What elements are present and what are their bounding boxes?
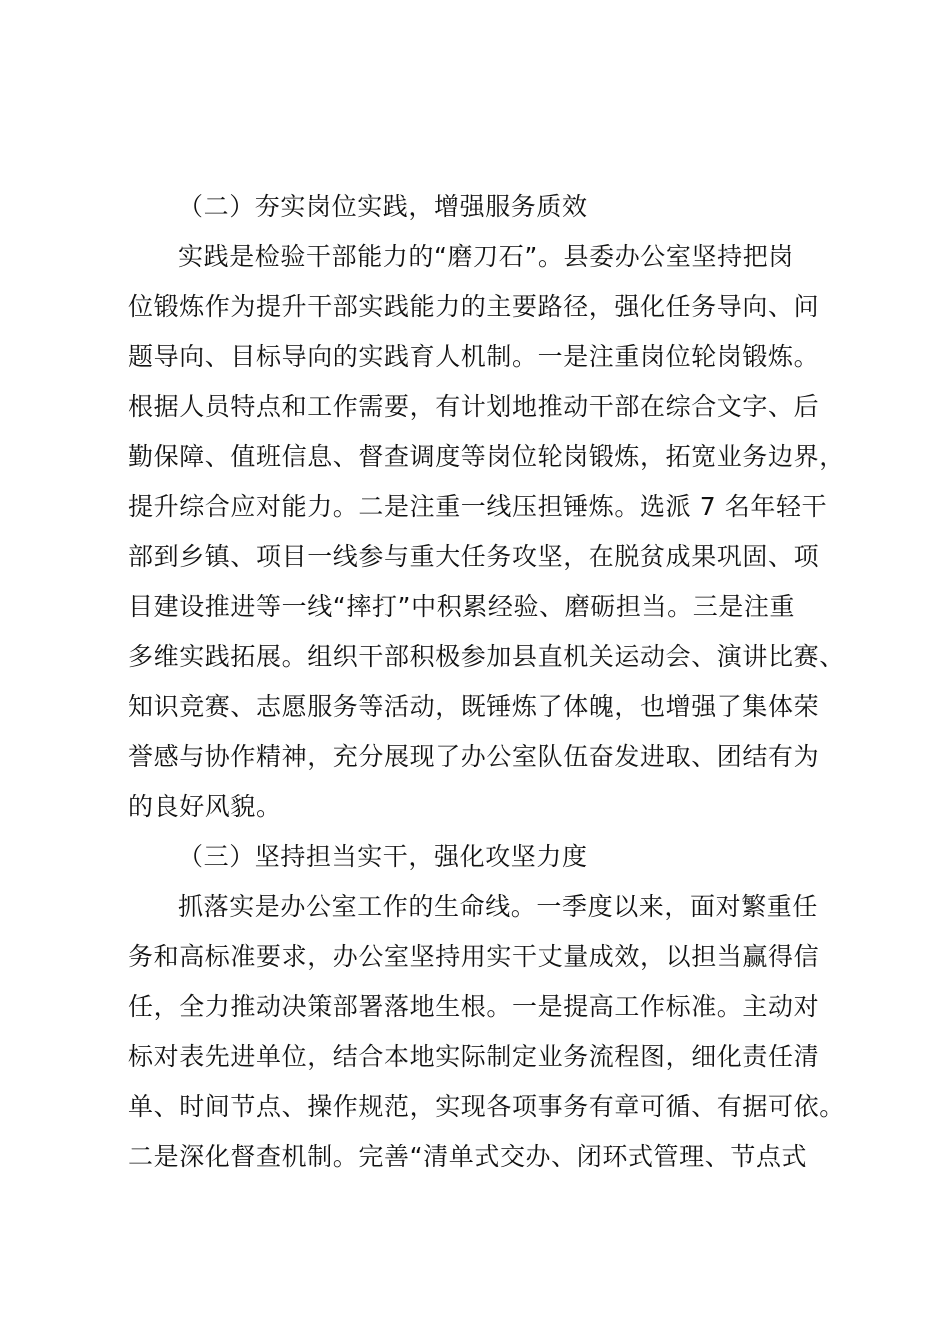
paragraph-line: 勤保障、值班信息、督查调度等岗位轮岗锻炼，拓宽业务边界， [128,442,845,471]
paragraph-line: 的良好风貌。 [128,792,282,821]
paragraph-line: 部到乡镇、项目一线参与重大任务攻坚，在脱贫成果巩固、项 [128,542,820,571]
paragraph-line: 标对表先进单位，结合本地实际制定业务流程图，细化责任清 [128,1042,820,1071]
section-heading-3: （三）坚持担当实干，强化攻坚力度 [178,842,588,871]
paragraph-line: 位锻炼作为提升干部实践能力的主要路径，强化任务导向、问 [128,292,820,321]
paragraph-line: 多维实践拓展。组织干部积极参加县直机关运动会、演讲比赛、 [128,642,845,671]
paragraph-line: 单、时间节点、操作规范，实现各项事务有章可循、有据可依。 [128,1092,845,1121]
paragraph-line: 抓落实是办公室工作的生命线。一季度以来，面对繁重任 [178,892,819,921]
paragraph-line: 务和高标准要求，办公室坚持用实干丈量成效，以担当赢得信 [128,942,820,971]
paragraph-line: 题导向、目标导向的实践育人机制。一是注重岗位轮岗锻炼。 [128,342,820,371]
section-2-paragraph [128,232,848,832]
paragraph-line: 实践是检验干部能力的“磨刀石”。县委办公室坚持把岗 [178,242,794,271]
paragraph-line: 誉感与协作精神，充分展现了办公室队伍奋发进取、团结有为 [128,742,820,771]
paragraph-line: 二是深化督查机制。完善“清单式交办、闭环式管理、节点式 [128,1142,808,1171]
paragraph-line: 任，全力推动决策部署落地生根。一是提高工作标准。主动对 [128,992,820,1021]
paragraph-line: 知识竞赛、志愿服务等活动，既锤炼了体魄，也增强了集体荣 [128,692,820,721]
section-heading-2: （二）夯实岗位实践，增强服务质效 [178,192,588,221]
document-body [128,182,848,1182]
paragraph-line: 根据人员特点和工作需要，有计划地推动干部在综合文字、后 [128,392,820,421]
section-3-paragraph [128,882,848,1182]
paragraph-line: 提升综合应对能力。二是注重一线压担锤炼。选派 7 名年轻干 [128,492,828,521]
paragraph-line: 目建设推进等一线“摔打”中积累经验、磨砺担当。三是注重 [128,592,796,621]
